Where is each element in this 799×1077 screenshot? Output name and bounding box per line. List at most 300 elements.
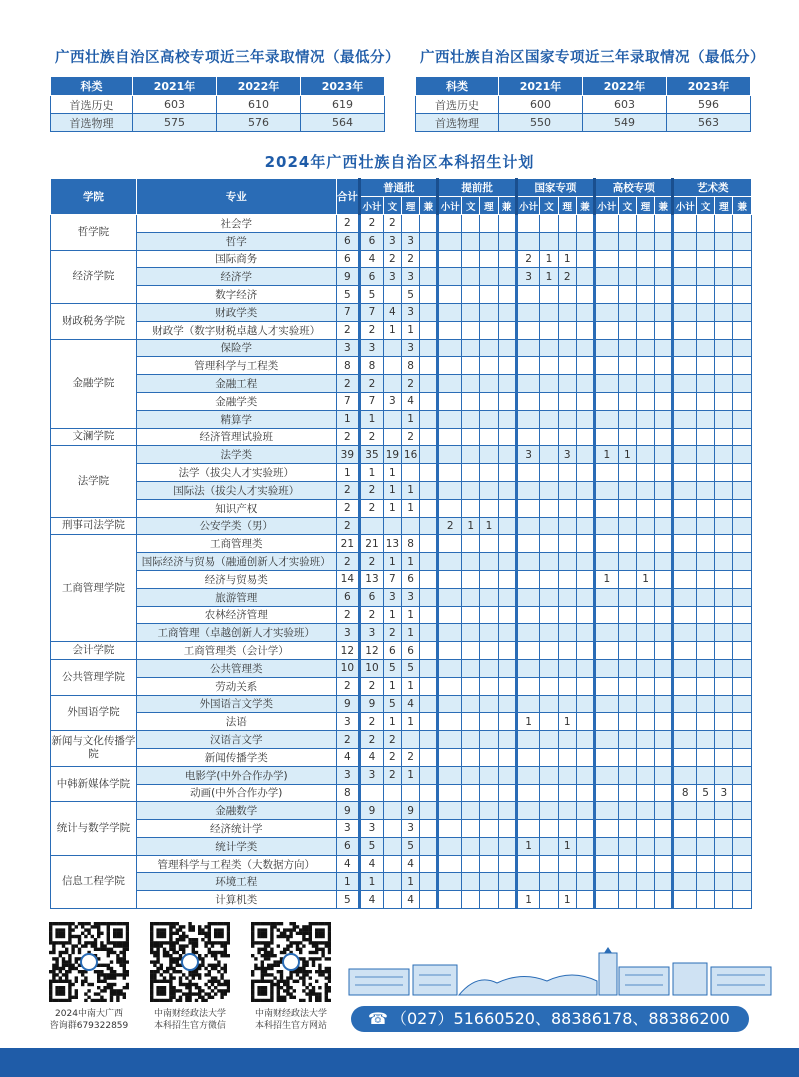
value-cell bbox=[655, 428, 673, 446]
value-cell bbox=[480, 250, 498, 268]
value-cell: 5 bbox=[360, 837, 384, 855]
value-cell bbox=[438, 446, 462, 464]
value-cell: 1 bbox=[618, 446, 636, 464]
value-cell bbox=[383, 286, 401, 304]
cell: 首选物理 bbox=[416, 114, 499, 132]
value-cell bbox=[540, 855, 558, 873]
school-name: 外国语学院 bbox=[51, 695, 137, 731]
table-row bbox=[51, 357, 752, 375]
value-cell bbox=[733, 677, 752, 695]
value-cell bbox=[576, 339, 594, 357]
value-cell: 2 bbox=[336, 677, 360, 695]
value-cell bbox=[402, 517, 420, 535]
value-cell bbox=[733, 713, 752, 731]
value-cell bbox=[636, 731, 654, 749]
value-cell bbox=[420, 375, 438, 393]
value-cell bbox=[540, 303, 558, 321]
value-cell bbox=[420, 464, 438, 482]
value-cell bbox=[462, 321, 480, 339]
value-cell bbox=[558, 855, 576, 873]
value-cell: 1 bbox=[595, 446, 619, 464]
value-cell bbox=[498, 659, 516, 677]
school-name: 工商管理学院 bbox=[51, 535, 137, 642]
major-name: 环境工程 bbox=[136, 873, 336, 891]
value-cell bbox=[462, 570, 480, 588]
value-cell: 1 bbox=[402, 481, 420, 499]
value-cell bbox=[516, 375, 540, 393]
cell: 603 bbox=[583, 96, 667, 114]
value-cell bbox=[480, 677, 498, 695]
value-cell: 7 bbox=[336, 303, 360, 321]
value-cell bbox=[438, 570, 462, 588]
value-cell bbox=[480, 481, 498, 499]
table-row bbox=[51, 499, 752, 517]
value-cell: 1 bbox=[383, 677, 401, 695]
value-cell bbox=[558, 428, 576, 446]
value-cell bbox=[733, 695, 752, 713]
enrollment-plan-table bbox=[50, 178, 752, 909]
value-cell: 1 bbox=[402, 677, 420, 695]
value-cell bbox=[733, 624, 752, 642]
value-cell bbox=[576, 748, 594, 766]
major-name: 劳动关系 bbox=[136, 677, 336, 695]
value-cell bbox=[733, 303, 752, 321]
qr-code-consult-group[interactable] bbox=[49, 922, 129, 1002]
header-group-1: 提前批 bbox=[438, 179, 516, 197]
value-cell bbox=[618, 659, 636, 677]
value-cell bbox=[715, 268, 733, 286]
value-cell bbox=[733, 588, 752, 606]
value-cell: 3 bbox=[360, 624, 384, 642]
value-cell: 1 bbox=[402, 553, 420, 571]
value-cell bbox=[576, 375, 594, 393]
value-cell bbox=[420, 517, 438, 535]
value-cell bbox=[636, 873, 654, 891]
value-cell bbox=[636, 855, 654, 873]
value-cell: 6 bbox=[336, 232, 360, 250]
value-cell bbox=[733, 606, 752, 624]
left-header-2022: 2022年 bbox=[217, 77, 301, 96]
value-cell bbox=[576, 286, 594, 304]
value-cell bbox=[540, 624, 558, 642]
value-cell bbox=[420, 873, 438, 891]
footer-bar bbox=[0, 1048, 799, 1077]
right-header-subject: 科类 bbox=[416, 77, 499, 96]
cell: 549 bbox=[583, 114, 667, 132]
value-cell bbox=[618, 357, 636, 375]
value-cell: 1 bbox=[402, 606, 420, 624]
value-cell bbox=[697, 232, 715, 250]
value-cell bbox=[697, 748, 715, 766]
value-cell bbox=[655, 891, 673, 909]
value-cell bbox=[558, 481, 576, 499]
value-cell bbox=[673, 713, 697, 731]
value-cell bbox=[715, 481, 733, 499]
header-group-3: 高校专项 bbox=[595, 179, 673, 197]
value-cell bbox=[383, 517, 401, 535]
value-cell bbox=[636, 766, 654, 784]
value-cell bbox=[715, 392, 733, 410]
value-cell: 9 bbox=[360, 695, 384, 713]
value-cell bbox=[516, 731, 540, 749]
major-name: 社会学 bbox=[136, 215, 336, 233]
value-cell bbox=[438, 232, 462, 250]
table-row bbox=[51, 215, 752, 233]
value-cell bbox=[540, 642, 558, 660]
value-cell bbox=[655, 446, 673, 464]
value-cell bbox=[733, 873, 752, 891]
qr-code-wechat[interactable] bbox=[150, 922, 230, 1002]
value-cell: 4 bbox=[402, 392, 420, 410]
value-cell bbox=[618, 891, 636, 909]
qr-caption-line: 2024中南大广西 bbox=[55, 1009, 123, 1019]
value-cell bbox=[462, 837, 480, 855]
value-cell bbox=[733, 837, 752, 855]
value-cell: 3 bbox=[558, 446, 576, 464]
value-cell bbox=[516, 606, 540, 624]
value-cell bbox=[673, 268, 697, 286]
value-cell: 5 bbox=[402, 837, 420, 855]
value-cell: 39 bbox=[336, 446, 360, 464]
value-cell bbox=[673, 303, 697, 321]
value-cell bbox=[383, 855, 401, 873]
value-cell: 6 bbox=[360, 268, 384, 286]
value-cell bbox=[516, 659, 540, 677]
major-name: 管理科学与工程类（大数据方向） bbox=[136, 855, 336, 873]
value-cell bbox=[636, 464, 654, 482]
value-cell: 7 bbox=[383, 570, 401, 588]
value-cell: 2 bbox=[360, 499, 384, 517]
value-cell bbox=[636, 392, 654, 410]
value-cell: 1 bbox=[383, 321, 401, 339]
value-cell: 1 bbox=[558, 891, 576, 909]
value-cell bbox=[420, 855, 438, 873]
school-name: 法学院 bbox=[51, 446, 137, 517]
value-cell bbox=[420, 891, 438, 909]
value-cell bbox=[383, 837, 401, 855]
value-cell bbox=[540, 837, 558, 855]
header-sub: 理 bbox=[558, 197, 576, 215]
value-cell bbox=[480, 820, 498, 838]
value-cell bbox=[420, 428, 438, 446]
value-cell bbox=[420, 215, 438, 233]
value-cell bbox=[462, 855, 480, 873]
header-sub: 理 bbox=[715, 197, 733, 215]
value-cell bbox=[673, 517, 697, 535]
value-cell bbox=[498, 837, 516, 855]
value-cell bbox=[636, 588, 654, 606]
table-row bbox=[51, 339, 752, 357]
value-cell bbox=[462, 677, 480, 695]
value-cell bbox=[516, 339, 540, 357]
value-cell: 5 bbox=[383, 659, 401, 677]
value-cell bbox=[673, 748, 697, 766]
value-cell bbox=[438, 659, 462, 677]
value-cell: 3 bbox=[402, 820, 420, 838]
value-cell bbox=[618, 837, 636, 855]
cell: 首选历史 bbox=[416, 96, 499, 114]
value-cell: 2 bbox=[402, 748, 420, 766]
value-cell: 2 bbox=[360, 375, 384, 393]
table-row bbox=[51, 232, 752, 250]
value-cell bbox=[558, 802, 576, 820]
value-cell bbox=[540, 286, 558, 304]
value-cell bbox=[673, 250, 697, 268]
value-cell bbox=[540, 695, 558, 713]
value-cell bbox=[540, 606, 558, 624]
cell: 563 bbox=[667, 114, 751, 132]
value-cell bbox=[697, 802, 715, 820]
value-cell bbox=[420, 570, 438, 588]
major-name: 动画(中外合作办学) bbox=[136, 784, 336, 802]
value-cell bbox=[655, 713, 673, 731]
major-name: 外国语言文学类 bbox=[136, 695, 336, 713]
value-cell bbox=[673, 873, 697, 891]
value-cell bbox=[733, 535, 752, 553]
value-cell bbox=[595, 410, 619, 428]
value-cell bbox=[420, 303, 438, 321]
value-cell bbox=[498, 446, 516, 464]
value-cell bbox=[438, 588, 462, 606]
value-cell: 12 bbox=[336, 642, 360, 660]
value-cell bbox=[462, 499, 480, 517]
value-cell bbox=[715, 250, 733, 268]
value-cell bbox=[462, 748, 480, 766]
value-cell: 1 bbox=[383, 606, 401, 624]
value-cell bbox=[540, 392, 558, 410]
qr-caption-line: 本科招生官方网站 bbox=[254, 1021, 327, 1031]
value-cell bbox=[715, 891, 733, 909]
header-sub: 文 bbox=[540, 197, 558, 215]
value-cell bbox=[673, 677, 697, 695]
value-cell: 2 bbox=[360, 553, 384, 571]
value-cell bbox=[673, 357, 697, 375]
value-cell bbox=[655, 481, 673, 499]
value-cell bbox=[673, 659, 697, 677]
value-cell: 35 bbox=[360, 446, 384, 464]
value-cell: 1 bbox=[360, 873, 384, 891]
value-cell: 4 bbox=[402, 695, 420, 713]
value-cell bbox=[516, 481, 540, 499]
value-cell bbox=[540, 659, 558, 677]
right-header-2023: 2023年 bbox=[667, 77, 751, 96]
value-cell bbox=[420, 250, 438, 268]
value-cell bbox=[558, 375, 576, 393]
value-cell: 5 bbox=[383, 695, 401, 713]
value-cell bbox=[697, 695, 715, 713]
value-cell: 21 bbox=[336, 535, 360, 553]
value-cell bbox=[595, 748, 619, 766]
value-cell bbox=[462, 250, 480, 268]
value-cell bbox=[673, 375, 697, 393]
value-cell bbox=[576, 357, 594, 375]
value-cell bbox=[673, 891, 697, 909]
value-cell bbox=[697, 375, 715, 393]
value-cell bbox=[636, 713, 654, 731]
value-cell bbox=[697, 588, 715, 606]
value-cell bbox=[498, 731, 516, 749]
qr-caption-line: 中南财经政法大学 bbox=[254, 1009, 327, 1019]
value-cell bbox=[480, 339, 498, 357]
value-cell bbox=[697, 250, 715, 268]
value-cell bbox=[383, 410, 401, 428]
value-cell bbox=[673, 837, 697, 855]
campus-skyline-illustration bbox=[347, 945, 777, 997]
value-cell bbox=[498, 766, 516, 784]
value-cell bbox=[715, 642, 733, 660]
value-cell bbox=[576, 481, 594, 499]
value-cell bbox=[715, 339, 733, 357]
value-cell bbox=[438, 642, 462, 660]
table-row bbox=[51, 286, 752, 304]
value-cell bbox=[540, 375, 558, 393]
value-cell bbox=[595, 375, 619, 393]
value-cell: 5 bbox=[402, 286, 420, 304]
value-cell bbox=[733, 392, 752, 410]
value-cell bbox=[462, 659, 480, 677]
value-cell bbox=[462, 766, 480, 784]
value-cell bbox=[697, 553, 715, 571]
header-total: 合计 bbox=[336, 179, 360, 215]
header-sub: 小计 bbox=[516, 197, 540, 215]
value-cell bbox=[516, 820, 540, 838]
value-cell bbox=[576, 731, 594, 749]
value-cell bbox=[558, 553, 576, 571]
value-cell: 1 bbox=[516, 837, 540, 855]
value-cell bbox=[595, 766, 619, 784]
value-cell bbox=[462, 731, 480, 749]
value-cell bbox=[673, 428, 697, 446]
value-cell bbox=[636, 375, 654, 393]
value-cell bbox=[540, 713, 558, 731]
value-cell bbox=[733, 286, 752, 304]
value-cell bbox=[420, 339, 438, 357]
value-cell bbox=[655, 588, 673, 606]
value-cell bbox=[697, 215, 715, 233]
table-row bbox=[51, 428, 752, 446]
value-cell bbox=[558, 499, 576, 517]
value-cell bbox=[576, 855, 594, 873]
value-cell bbox=[715, 748, 733, 766]
value-cell: 4 bbox=[360, 250, 384, 268]
value-cell bbox=[636, 837, 654, 855]
value-cell bbox=[618, 232, 636, 250]
left-header-2021: 2021年 bbox=[133, 77, 217, 96]
value-cell bbox=[576, 659, 594, 677]
value-cell bbox=[618, 286, 636, 304]
value-cell bbox=[462, 481, 480, 499]
value-cell: 1 bbox=[383, 553, 401, 571]
major-name: 财政学（数字财税卓越人才实验班） bbox=[136, 321, 336, 339]
value-cell bbox=[576, 891, 594, 909]
value-cell bbox=[420, 606, 438, 624]
value-cell bbox=[420, 357, 438, 375]
table-row bbox=[51, 642, 752, 660]
value-cell bbox=[540, 535, 558, 553]
value-cell: 2 bbox=[336, 499, 360, 517]
value-cell bbox=[540, 784, 558, 802]
cell: 600 bbox=[499, 96, 583, 114]
value-cell bbox=[576, 766, 594, 784]
value-cell bbox=[673, 481, 697, 499]
value-cell bbox=[558, 784, 576, 802]
header-sub: 兼 bbox=[733, 197, 752, 215]
value-cell bbox=[655, 392, 673, 410]
value-cell bbox=[733, 820, 752, 838]
value-cell bbox=[480, 731, 498, 749]
value-cell bbox=[733, 232, 752, 250]
cell: 610 bbox=[217, 96, 301, 114]
value-cell: 1 bbox=[402, 624, 420, 642]
value-cell bbox=[558, 820, 576, 838]
value-cell bbox=[558, 410, 576, 428]
value-cell bbox=[480, 570, 498, 588]
value-cell bbox=[480, 802, 498, 820]
value-cell bbox=[420, 837, 438, 855]
value-cell: 6 bbox=[402, 570, 420, 588]
major-name: 金融数学 bbox=[136, 802, 336, 820]
value-cell bbox=[420, 232, 438, 250]
value-cell bbox=[498, 499, 516, 517]
value-cell bbox=[697, 855, 715, 873]
value-cell bbox=[558, 464, 576, 482]
value-cell bbox=[595, 837, 619, 855]
value-cell bbox=[733, 375, 752, 393]
value-cell bbox=[462, 713, 480, 731]
value-cell: 2 bbox=[336, 517, 360, 535]
school-name: 金融学院 bbox=[51, 339, 137, 428]
value-cell bbox=[697, 499, 715, 517]
value-cell bbox=[618, 321, 636, 339]
value-cell: 6 bbox=[336, 250, 360, 268]
value-cell: 1 bbox=[402, 766, 420, 784]
table-row bbox=[51, 114, 385, 132]
value-cell bbox=[516, 642, 540, 660]
value-cell bbox=[733, 642, 752, 660]
value-cell: 1 bbox=[462, 517, 480, 535]
value-cell bbox=[420, 642, 438, 660]
qr-code-website[interactable] bbox=[251, 922, 331, 1002]
value-cell bbox=[636, 357, 654, 375]
header-sub: 兼 bbox=[576, 197, 594, 215]
value-cell: 1 bbox=[402, 410, 420, 428]
value-cell bbox=[715, 802, 733, 820]
value-cell bbox=[360, 517, 384, 535]
value-cell: 1 bbox=[402, 499, 420, 517]
value-cell bbox=[715, 410, 733, 428]
value-cell: 3 bbox=[402, 339, 420, 357]
value-cell bbox=[595, 321, 619, 339]
value-cell: 1 bbox=[336, 464, 360, 482]
value-cell bbox=[420, 268, 438, 286]
school-name: 经济学院 bbox=[51, 250, 137, 303]
value-cell bbox=[673, 553, 697, 571]
value-cell bbox=[595, 588, 619, 606]
value-cell: 1 bbox=[558, 713, 576, 731]
table-row bbox=[51, 268, 752, 286]
value-cell: 7 bbox=[360, 392, 384, 410]
value-cell bbox=[498, 553, 516, 571]
value-cell bbox=[576, 677, 594, 695]
value-cell: 2 bbox=[402, 375, 420, 393]
value-cell bbox=[516, 321, 540, 339]
value-cell bbox=[576, 553, 594, 571]
value-cell bbox=[420, 731, 438, 749]
plan-title: 2024年广西壮族自治区本科招生计划 bbox=[264, 153, 535, 171]
value-cell bbox=[462, 446, 480, 464]
major-name: 保险学 bbox=[136, 339, 336, 357]
value-cell bbox=[697, 410, 715, 428]
